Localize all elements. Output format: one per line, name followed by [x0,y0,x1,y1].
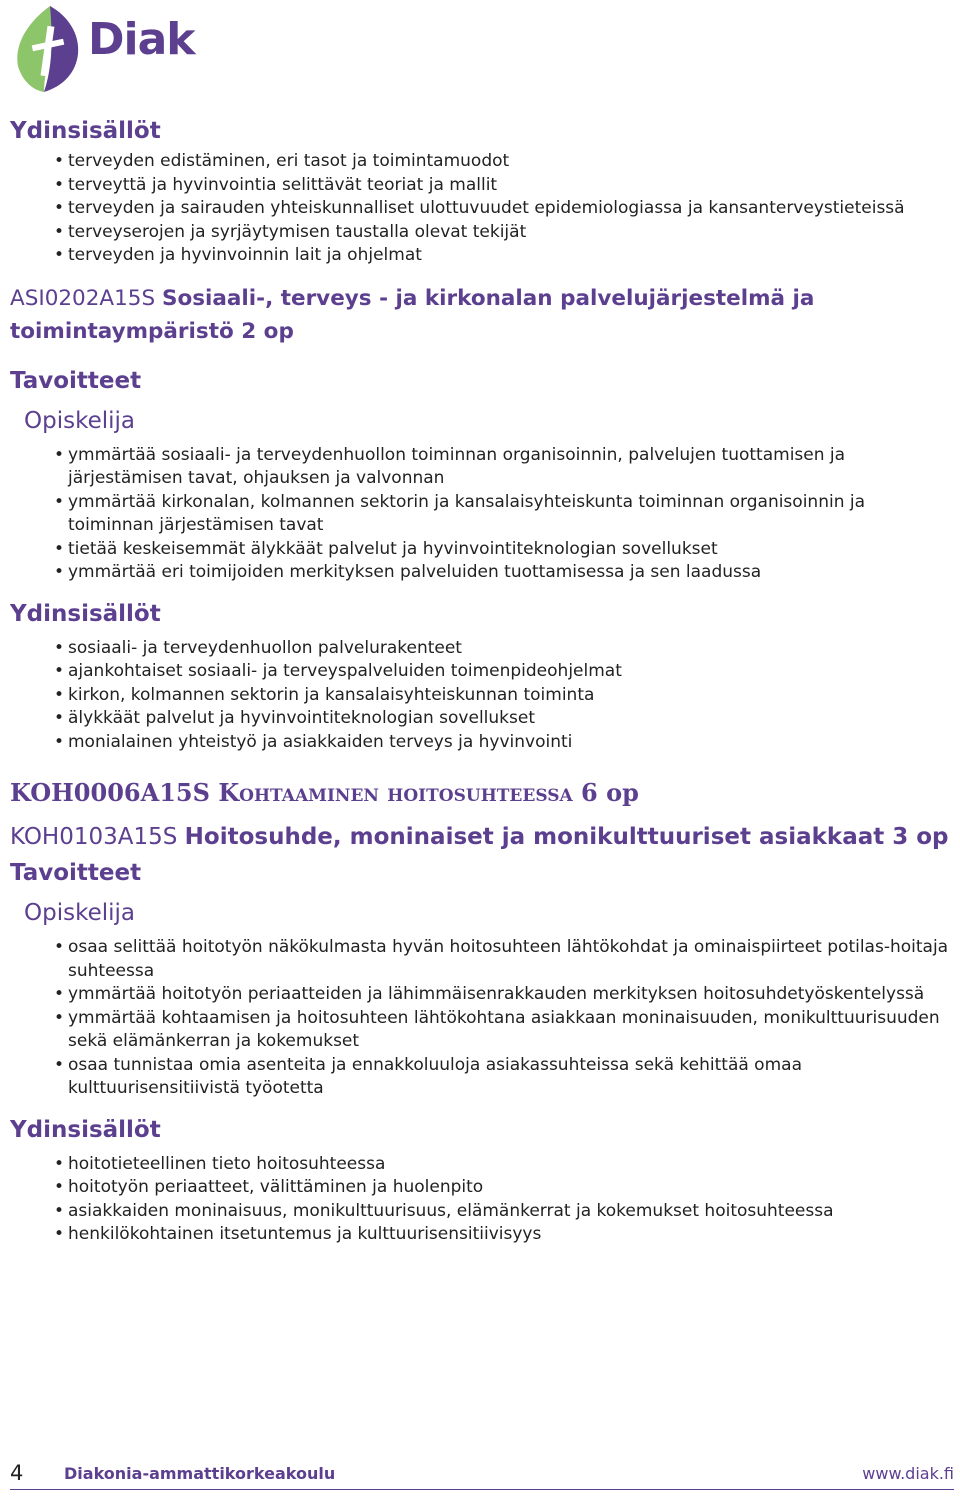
list-item: • ymmärtää hoitotyön periaatteiden ja lähimmäisenrakkauden merkityksen hoitosuhdetyöskentelyssä [68,983,950,1007]
list-item: • ymmärtää kohtaamisen ja hoitosuhteen lähtökohtana asiakkaan moninaisuuden, monikulttuurisuuden sekä elämänkerran ja kokemukset [68,1007,950,1054]
list-item: • osaa tunnistaa omia asenteita ja ennakkoluuloja asiakassuhteissa sekä kehittää omaa kulttuurisensitiivistä työotetta [68,1054,950,1101]
page-footer [10,1461,954,1491]
course-code: KOH0103A15S [10,824,178,850]
list-item: • ymmärtää kirkonalan, kolmannen sektorin ja kansalaisyhteiskunta toiminnan organisoinnin ja toiminnan järjestämisen tavat [68,491,950,538]
list-item: • osaa selittää hoitotyön näkökulmasta hyvän hoitosuhteen lähtökohdat ja ominaispiirteet potilas-hoitaja suhteessa [68,936,950,983]
list-item: • hoitotieteellinen tieto hoitosuhteessa [68,1153,950,1177]
list-item: • sosiaali- ja terveydenhuollon palvelurakenteet [68,637,950,661]
module-name: Kohtaaminen hoitosuhteessa [218,778,573,807]
course-title-asi [10,282,950,348]
section-heading-goals: Tavoitteet [10,860,142,886]
module-credits: 6 op [581,778,639,807]
list-item: • asiakkaiden moninaisuus, monikulttuurisuus, elämänkerrat ja kokemukset hoitosuhteessa [68,1200,950,1224]
footer-divider [10,1489,954,1490]
goals-list [10,936,950,1101]
course-title-koh [10,820,950,854]
section-heading-core-content: Ydinsisällöt [10,118,161,144]
list-item: • ajankohtaiset sosiaali- ja terveyspalveluiden toimenpideohjelmat [68,660,950,684]
list-item: • älykkäät palvelut ja hyvinvointiteknologian sovellukset [68,707,950,731]
core-content-list [10,150,950,268]
list-item: • terveyden edistäminen, eri tasot ja toimintamuodot [68,150,950,174]
learner-heading: Opiskelija [24,900,135,926]
diak-leaf-cross-icon [10,4,82,94]
course-name: Hoitosuhde, moninaiset ja monikulttuuriset asiakkaat 3 op [184,824,949,850]
course-code: ASI0202A15S [10,285,156,311]
list-item: • terveyserojen ja syrjäytymisen taustalla olevat tekijät [68,221,950,245]
list-item: • henkilökohtainen itsetuntemus ja kulttuurisensitiivisyys [68,1223,950,1247]
list-item: • terveyttä ja hyvinvointia selittävät teoriat ja mallit [68,174,950,198]
core-content-list [10,637,950,755]
module-code: KOH0006A15S [10,778,210,807]
footer-organization: Diakonia-ammattikorkeakoulu [64,1464,336,1483]
section-heading-goals: Tavoitteet [10,367,142,394]
learner-heading: Opiskelija [24,407,135,434]
list-item: • monialainen yhteistyö ja asiakkaiden terveys ja hyvinvointi [68,731,950,755]
course-name: Sosiaali-, terveys - ja kirkonalan palvelujärjestelmä ja toimintaympäristö 2 op [10,285,815,344]
goals-list [10,444,950,585]
list-item: • tietää keskeisemmät älykkäät palvelut ja hyvinvointiteknologian sovellukset [68,538,950,562]
footer-website-link[interactable]: www.diak.fi [862,1464,954,1483]
list-item: • hoitotyön periaatteet, välittäminen ja huolenpito [68,1176,950,1200]
page-number: 4 [10,1461,24,1485]
list-item: • ymmärtää sosiaali- ja terveydenhuollon toiminnan organisoinnin, palvelujen tuottamisen ja järjestämisen tavat, ohjauksen ja valvonnan [68,444,950,491]
module-title [10,776,950,810]
list-item: • terveyden ja hyvinvoinnin lait ja ohjelmat [68,244,950,268]
section-heading-core-content: Ydinsisällöt [10,1116,161,1143]
list-item: • terveyden ja sairauden yhteiskunnalliset ulottuvuudet epidemiologiassa ja kansanterveystieteissä [68,197,950,221]
list-item: • kirkon, kolmannen sektorin ja kansalaisyhteiskunnan toiminta [68,684,950,708]
core-content-list [10,1153,950,1247]
diak-logo [10,4,210,96]
list-item: • ymmärtää eri toimijoiden merkityksen palveluiden tuottamisessa ja sen laadussa [68,561,950,585]
section-heading-core-content: Ydinsisällöt [10,600,161,627]
document-body [10,116,950,1247]
logo-wordmark: Diak [88,14,195,65]
